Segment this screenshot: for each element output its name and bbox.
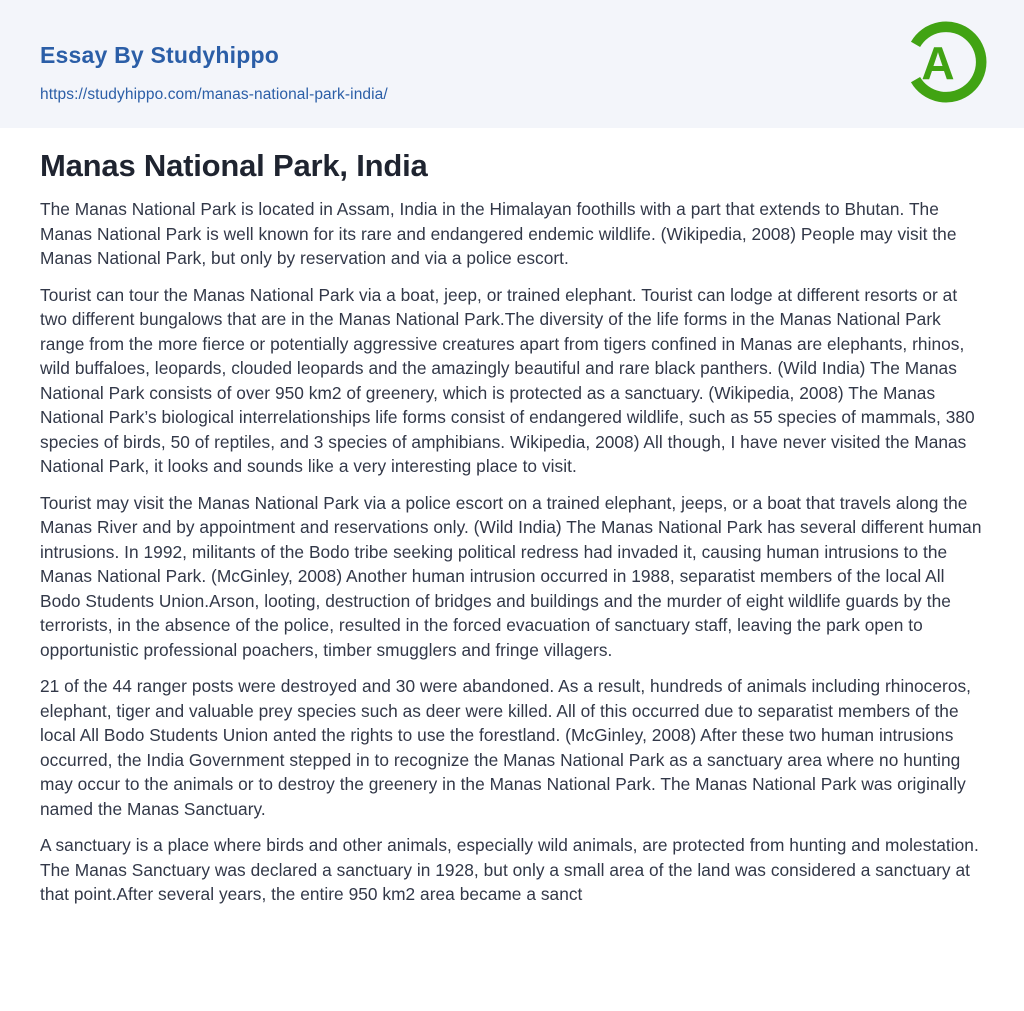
essay-paragraph: 21 of the 44 ranger posts were destroyed and 30 were abandoned. As a result, hundreds of animals including rhinoceros, elephant, tiger and valuable prey species such as deer were killed. All of this occurred due to separatist members of the local All Bodo Students Union anted the rights to use the forestland. (McGinley, 2008) After these two human intrusions occurred, the India Government stepped in to recognize the Manas National Park as a sanctuary area where no hunting may occur to the animals or to destroy the greenery in the Manas National Park. The Manas National Park was originally named the Manas Sanctuary. xyxy=(40,676,972,819)
studyhippo-logo[interactable] xyxy=(902,18,990,106)
essay-article xyxy=(0,128,1024,907)
page-url-link[interactable]: https://studyhippo.com/manas-national-park-india/ xyxy=(40,86,388,103)
essay-paragraph: Tourist can tour the Manas National Park via a boat, jeep, or trained elephant. Tourist can lodge at different resorts or at two different bungalows that are in the Manas National Park.The diversity of the life forms in the Manas National Park range from the more fierce or potentially aggressive creatures apart from tigers confined in Manas are elephants, rhinos, wild buffaloes, leopards, clouded leopards and the amazingly beautiful and rare black panthers. (Wild India) The Manas National Park consists of over 950 km2 of greenery, which is protected as a sanctuary. (Wikipedia, 2008) The Manas National Park’s biological interrelationships life forms consist of endangered wildlife, such as 55 species of mammals, 380 species of birds, 50 of reptiles, and 3 species of amphibians. Wikipedia, 2008) All though, I have never visited the Manas National Park, it looks and sounds like a very interesting place to visit. xyxy=(40,284,975,476)
essay-paragraph: The Manas National Park is located in Assam, India in the Himalayan foothills with a part that extends to Bhutan. The Manas National Park is well known for its rare and endangered endemic wildlife. (Wikipedia, 2008) People may visit the Manas National Park, but only by reservation and via a police escort. xyxy=(40,199,957,268)
essay-paragraph: Tourist may visit the Manas National Park via a police escort on a trained elephant, jeeps, or a boat that travels along the Manas River and by appointment and reservations only. (Wild India) The Manas National Park has several different human intrusions. In 1992, militants of the Bodo tribe seeking political redress had invaded it, causing human intrusions to the Manas National Park. (McGinley, 2008) Another human intrusion occurred in 1988, separatist members of the local All Bodo Students Union.Arson, looting, destruction of bridges and buildings and the murder of eight wildlife guards by the terrorists, in the absence of the police, resulted in the forced evacuation of sanctuary staff, leaving the park open to opportunistic professional poachers, timber smugglers and fringe villagers. xyxy=(40,492,982,660)
header xyxy=(0,0,1024,128)
page-title: Manas National Park, India xyxy=(40,148,428,183)
logo-letter: A xyxy=(921,37,955,89)
essay-body xyxy=(40,197,985,907)
site-title: Essay By Studyhippo xyxy=(40,42,279,68)
essay-paragraph: A sanctuary is a place where birds and other animals, especially wild animals, are protected from hunting and molestation. The Manas Sanctuary was declared a sanctuary in 1928, but only a small area of the land was considered a sanctuary at that point.After several years, the entire 950 km2 area became a sanct xyxy=(40,835,979,904)
